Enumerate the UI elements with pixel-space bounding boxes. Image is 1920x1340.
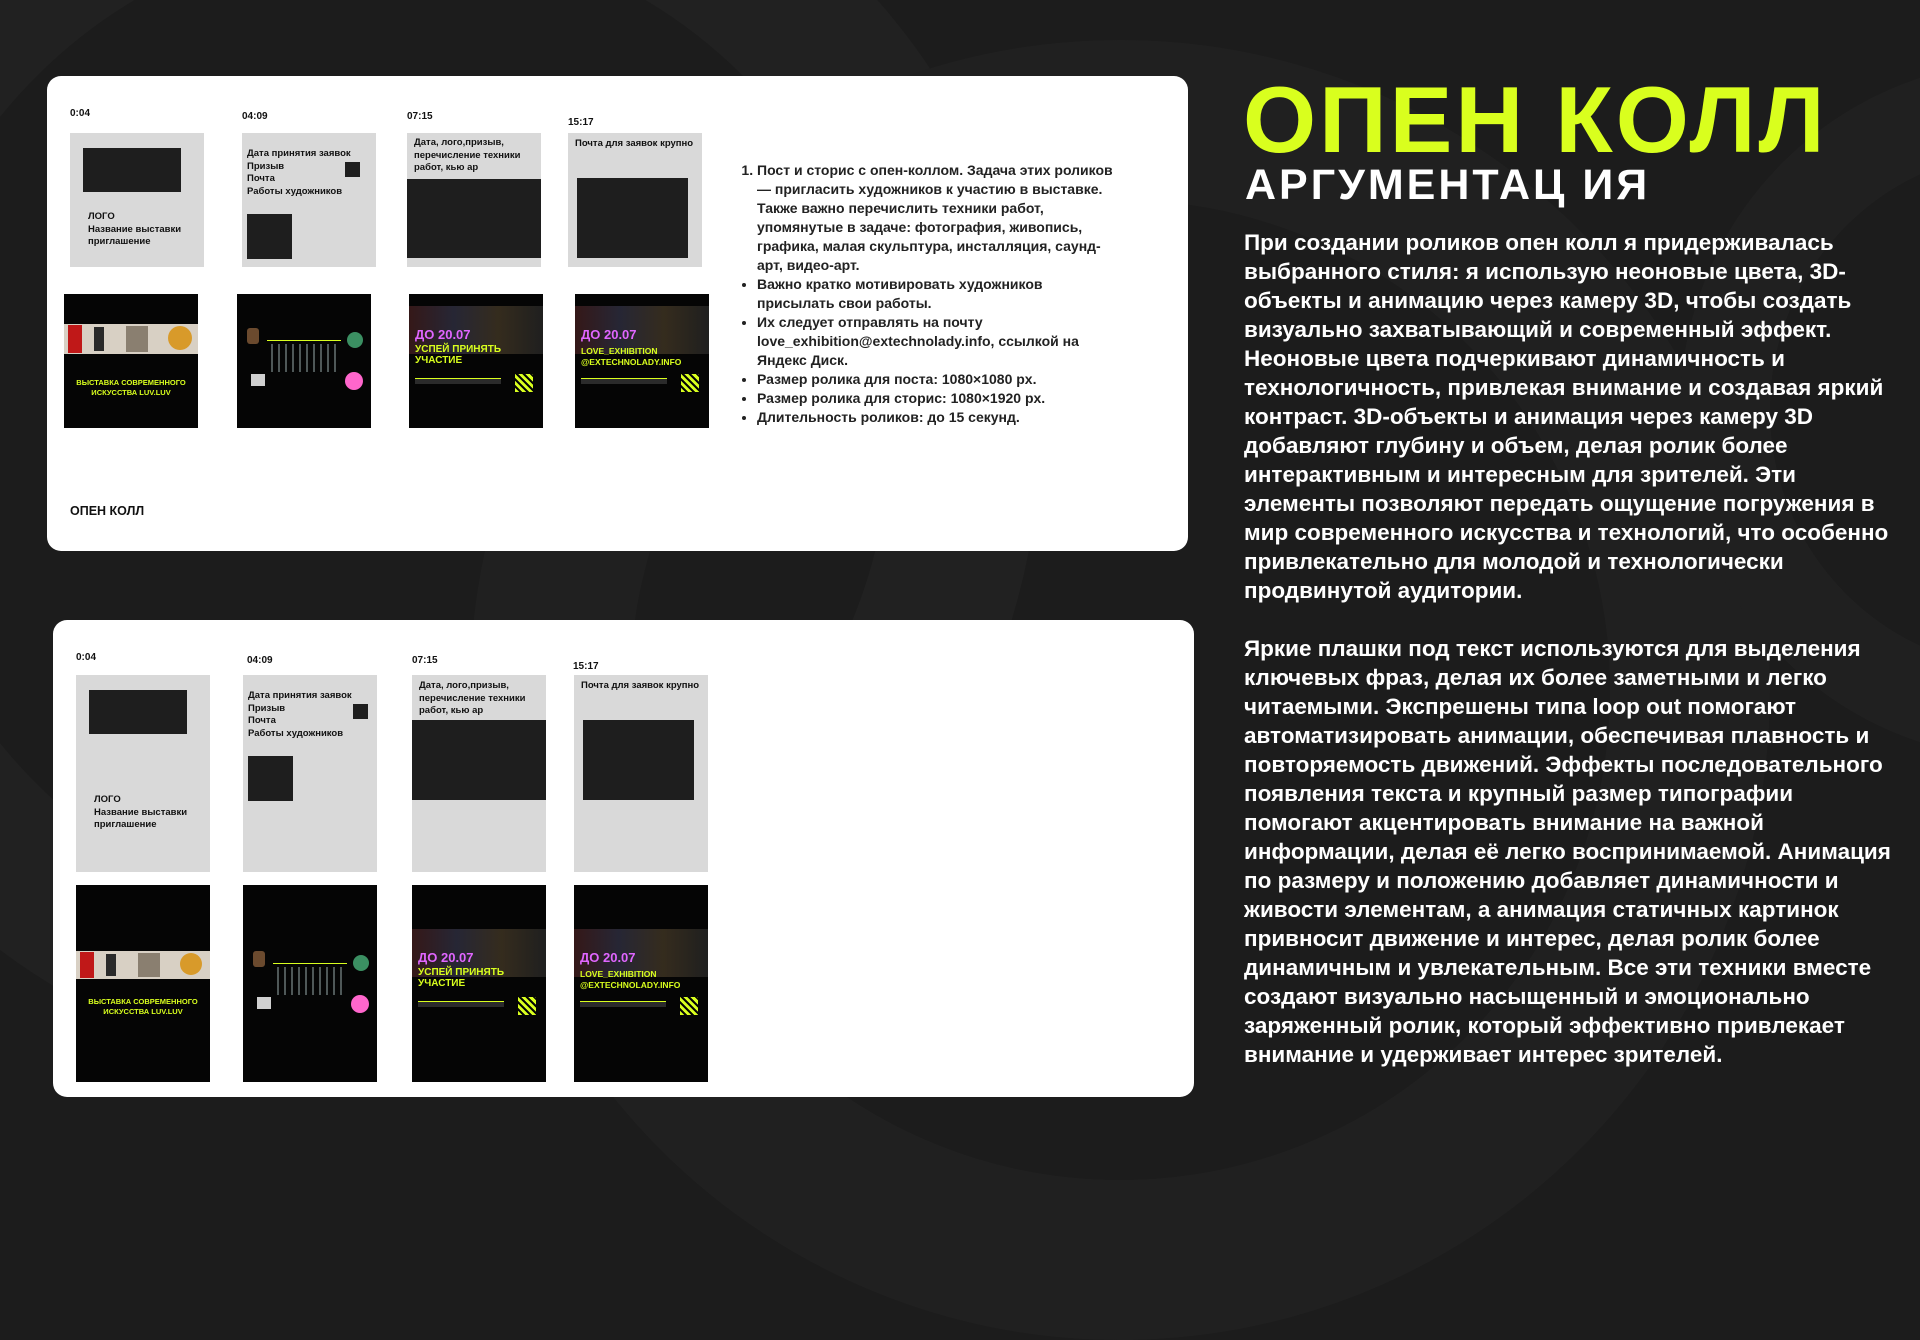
exhibition-title: ВЫСТАВКА СОВРЕМЕННОГО ИСКУССТВА LUV.LUV: [88, 997, 198, 1016]
image-placeholder: [577, 178, 688, 258]
animation-frame: [64, 294, 198, 428]
image-placeholder: [247, 214, 292, 259]
calendar-grid: [271, 344, 339, 372]
timecode: 07:15: [412, 655, 438, 666]
sketch-frame: [70, 133, 204, 267]
qr-placeholder: [353, 704, 368, 719]
sketch-text: ЛОГО Название выставки приглашение: [94, 794, 188, 830]
timecode: 04:09: [242, 111, 268, 122]
paragraph: При создании роликов опен колл я придерживалась выбранного стиля: я использую неоновые цвета, 3D-объекты и анимацию через камеру 3D, чтобы создать визуально захватывающий и современный эффект. Неоновые цвета подчеркивают динамичность и технологичность, привлекая внимание и создавая яркий контраст. 3D-объекты и анимация через камеру 3D добавляют глубину и объем, делая ролик более интерактивным и интересным для зрителей. Эти элементы позволяют передать ощущение погружения в мир современного искусства и технологий, что особенно привлекательно для молодой и технологически продвинутой аудитории.: [1244, 230, 1889, 603]
sketch-frame: [76, 675, 210, 872]
sketch-frame: [242, 133, 376, 267]
task-brief: [737, 161, 1117, 427]
image-placeholder: [583, 720, 694, 800]
qr-code: [518, 997, 536, 1015]
qr-code: [680, 997, 698, 1015]
brief-bullet: • Размер ролика для сторис: 1080×1920 px.: [757, 389, 1117, 408]
page-subtitle: АРГУМЕНТАЦ ИЯ: [1245, 161, 1651, 209]
animation-frame: [574, 885, 708, 1082]
board-label: ОПЕН КОЛЛ: [70, 504, 145, 518]
sculpture-image: [247, 328, 259, 344]
storyboard-post: [47, 76, 1188, 551]
call-to-action: УСПЕЙ ПРИНЯТЬ УЧАСТИЕ: [415, 344, 502, 366]
brief-bullet: • Длительность роликов: до 15 секунд.: [757, 408, 1117, 427]
email-address: LOVE_EXHIBITION @EXTECHNOLADY.INFO: [581, 346, 682, 367]
sketch-text: Почта для заявок крупно: [575, 138, 694, 149]
qr-code: [515, 374, 533, 392]
sketch-text: Дата, лого,призыв, перечисление техники работ, кью ар: [414, 137, 521, 173]
sketch-text: Дата принятия заявок Призыв Почта Работы художников: [247, 148, 351, 197]
brief-item-main: 1. Пост и сторис с опен-коллом. Задача этих роликов — пригласить художников к участию в выставке. Также важно перечислить техники работ, упомянутые в задаче: фотография, живопись, графика, малая скульптура, инсталляция, саунд-арт, видео-арт.: [757, 161, 1117, 275]
animation-frame: [575, 294, 709, 428]
sketch-text: Дата принятия заявок Призыв Почта Работы художников: [248, 690, 352, 739]
pink-badge: [351, 995, 369, 1013]
paragraph: Яркие плашки под текст используются для выделения ключевых фраз, делая их более заметными и легко читаемыми. Экспрешены типа loop out помогают автоматизировать анимации, обеспечивая плавность и повторяемость движений. Эффекты последовательного появления текста и крупный размер типографии помогают акцентировать внимание на важной информации, делая её легко воспринимаемой. Анимация по размеру и положению добавляет динамичности и живости элементам, а анимация статичных картинок привносит движение и интерес, делая ролик более динамичным и увлекательным. Все эти техники вместе создают визуально насыщенный и эмоционально заряженный ролик, который эффективно привлекает внимание и удерживает интерес зрителей.: [1244, 636, 1891, 1067]
exhibition-title: ВЫСТАВКА СОВРЕМЕННОГО ИСКУССТВА LUV.LUV: [76, 378, 186, 397]
timecode: 07:15: [407, 111, 433, 122]
page-title: ОПЕН КОЛЛ: [1243, 67, 1828, 172]
argumentation-text: [1244, 228, 1904, 1098]
image-placeholder: [248, 756, 293, 801]
deadline-date: ДО 20.07: [581, 327, 637, 342]
deadline-date: ДО 20.07: [418, 950, 474, 965]
sketch-frame: [412, 675, 546, 872]
sketch-frame: [407, 133, 541, 267]
logo-placeholder: [89, 690, 187, 734]
deadline-date: ДО 20.07: [415, 327, 471, 342]
timecode: 0:04: [76, 652, 97, 663]
animation-frame: [237, 294, 371, 428]
deadline-date: ДО 20.07: [580, 950, 636, 965]
timecode: 04:09: [247, 655, 273, 666]
animation-frame: [76, 885, 210, 1082]
email-address: LOVE_EXHIBITION @EXTECHNOLADY.INFO: [580, 969, 681, 990]
globe-image: [347, 332, 363, 348]
storyboard-stories: [53, 620, 1194, 1097]
sketch-text: Почта для заявок крупно: [581, 680, 700, 691]
sculpture-image: [253, 951, 265, 967]
animation-frame: [243, 885, 377, 1082]
timecode: 0:04: [70, 108, 91, 119]
pink-badge: [345, 372, 363, 390]
brief-bullet: • Их следует отправлять на почту love_exhibition@extechnolady.info, ссылкой на Яндекс Диск.: [757, 313, 1117, 370]
image-placeholder: [412, 720, 546, 800]
sketch-frame: [574, 675, 708, 872]
calendar-grid: [277, 967, 345, 995]
qr-placeholder: [345, 162, 360, 177]
sketch-text: Дата, лого,призыв, перечисление техники работ, кью ар: [419, 680, 526, 716]
timecode: 15:17: [573, 661, 599, 672]
brief-bullet: • Размер ролика для поста: 1080×1080 px.: [757, 370, 1117, 389]
logo-placeholder: [83, 148, 181, 192]
globe-image: [353, 955, 369, 971]
brief-bullet: • Важно кратко мотивировать художников присылать свои работы.: [757, 275, 1117, 313]
qr-code: [681, 374, 699, 392]
animation-frame: [412, 885, 546, 1082]
sketch-text: ЛОГО Название выставки приглашение: [88, 211, 182, 247]
sketch-frame: [568, 133, 702, 267]
sketch-frame: [243, 675, 377, 872]
call-to-action: УСПЕЙ ПРИНЯТЬ УЧАСТИЕ: [418, 967, 505, 989]
timecode: 15:17: [568, 117, 594, 128]
animation-frame: [409, 294, 543, 428]
image-placeholder: [407, 179, 541, 258]
